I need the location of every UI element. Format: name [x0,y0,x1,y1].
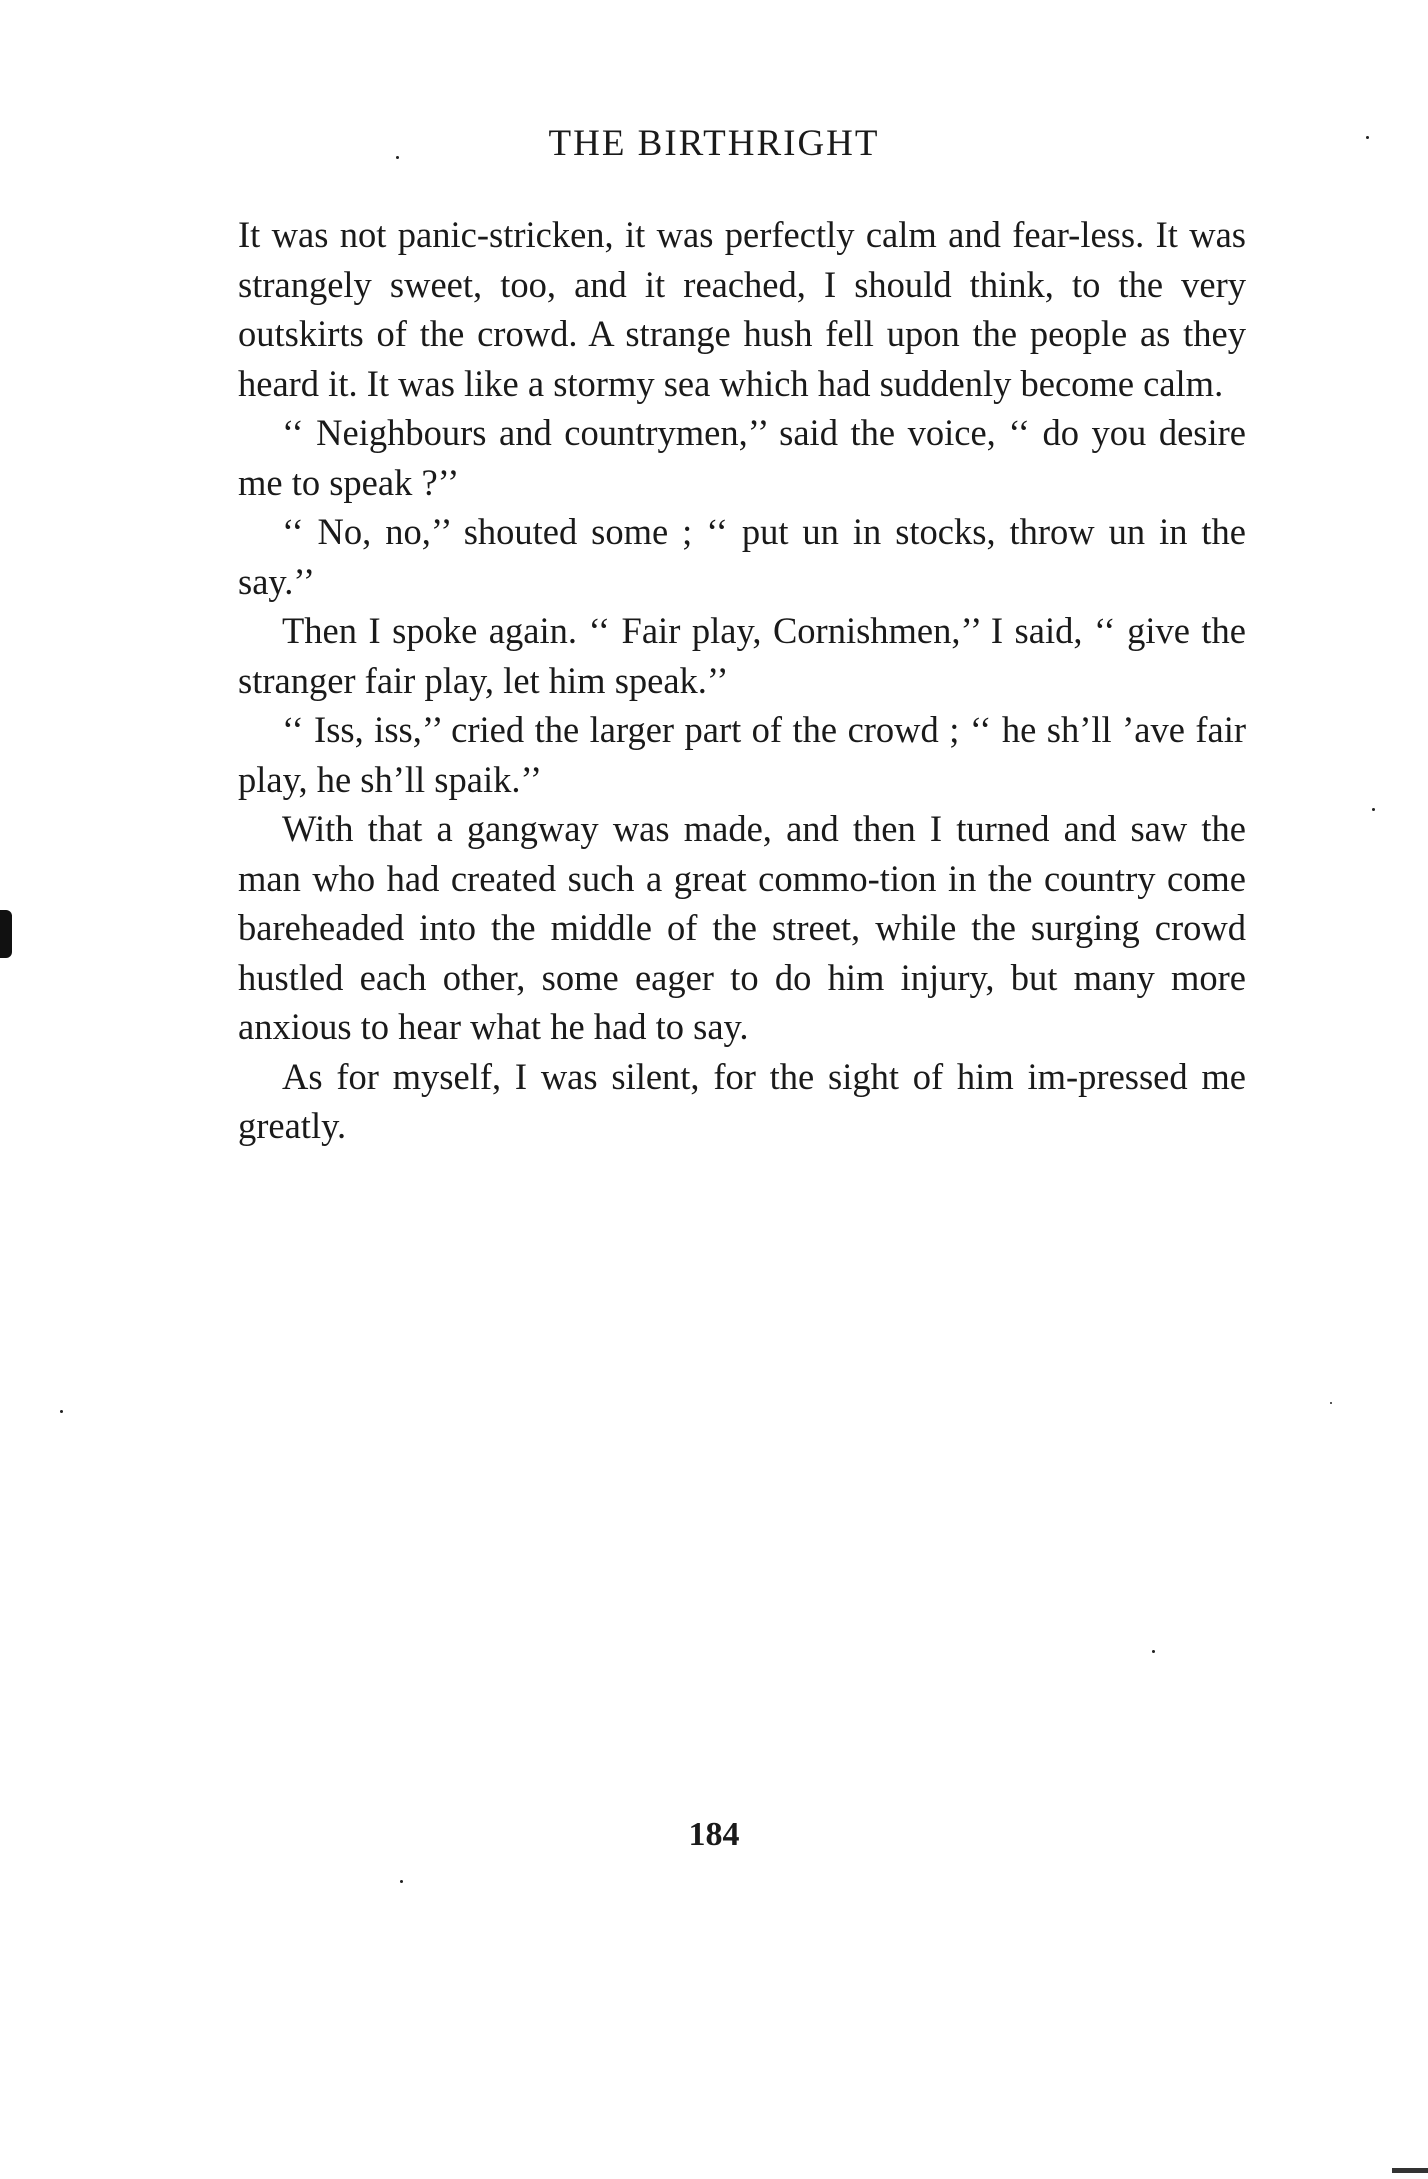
paragraph-1: It was not panic-stricken, it was perfectly calm and fear-less. It was strangely sweet, too, and it reached, I should think, to the very outskirts of the crowd. A strange hush fell upon the people as they heard it. It was like a stormy sea which had suddenly become calm. [238,214,1246,404]
dust-speck [1372,808,1375,811]
dust-speck [1366,136,1369,139]
corner-scan-mark [1392,2168,1428,2173]
dust-speck [60,1410,63,1413]
paragraph-5: ‘‘ Iss, iss,’’ cried the larger part of the crowd ; ‘‘ he sh’ll ’ave fair play, he sh’ll spaik.’’ [238,709,1246,800]
paragraph-4: Then I spoke again. ‘‘ Fair play, Cornishmen,’’ I said, ‘‘ give the stranger fair play, let him speak.’’ [238,610,1246,701]
binding-shadow-mark [0,910,12,958]
dust-speck [1330,1402,1332,1404]
paragraph-2: ‘‘ Neighbours and countrymen,’’ said the voice, ‘‘ do you desire me to speak ?’’ [238,412,1246,503]
paragraph-3: ‘‘ No, no,’’ shouted some ; ‘‘ put un in stocks, throw un in the say.’’ [238,511,1246,602]
dust-speck [396,156,399,159]
page-number: 184 [688,1816,740,1853]
paragraph-6: With that a gangway was made, and then I turned and saw the man who had created such a great commo-tion in the country come bareheaded into the middle of the street, while the surging crowd hustled each other, some eager to do him injury, but many more anxious to hear what he had to say. [238,808,1246,1047]
body-text [238,210,1246,1151]
dust-speck [400,1880,403,1883]
running-head: THE BIRTHRIGHT [548,123,880,164]
paragraph-7: As for myself, I was silent, for the sight of him im-pressed me greatly. [238,1055,1246,1146]
dust-speck [1152,1650,1155,1653]
